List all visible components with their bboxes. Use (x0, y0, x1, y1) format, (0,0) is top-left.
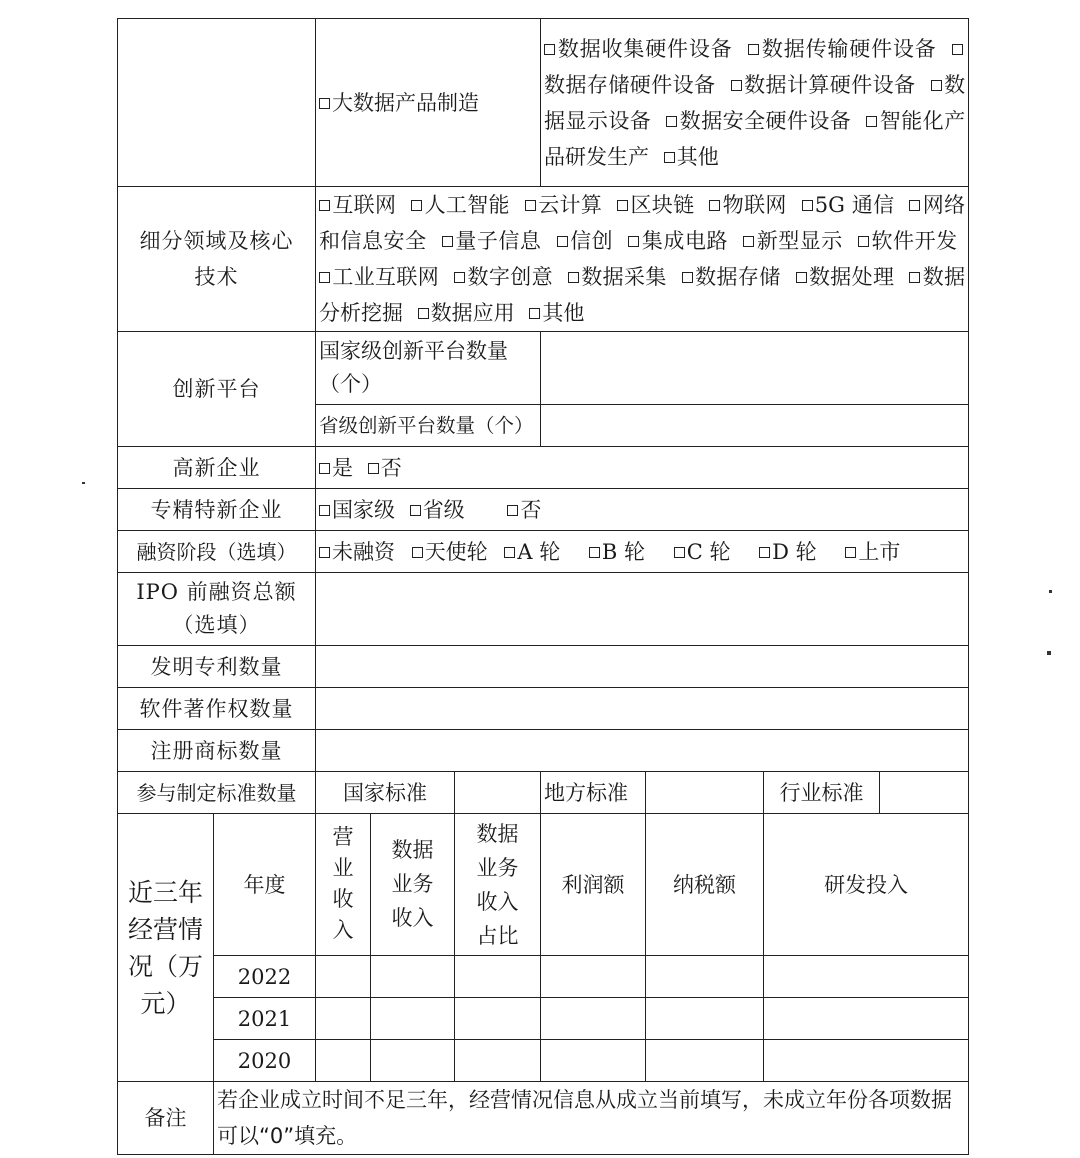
software-label: 软件著作权数量 (118, 688, 316, 730)
cell-input[interactable] (371, 956, 455, 998)
product-manufacturing-label: 大数据产品制造 (332, 90, 479, 115)
standards-row (118, 772, 969, 814)
checkbox[interactable] (664, 152, 675, 163)
checkbox[interactable] (411, 200, 422, 211)
field-options (316, 187, 969, 332)
hightech-row (118, 447, 969, 489)
checkbox[interactable] (682, 272, 693, 283)
remark-label: 备注 (118, 1082, 214, 1155)
financing-options: 未融资 天使轮 A 轮 B 轮 C 轮 D 轮 上市 (316, 531, 969, 573)
checkbox[interactable] (748, 44, 759, 55)
checkbox[interactable] (544, 44, 555, 55)
financing-row (118, 531, 969, 573)
field-option-8: 量子信息 (442, 229, 542, 253)
checkbox[interactable] (525, 200, 536, 211)
checkbox[interactable] (319, 505, 330, 516)
platform-national-row (118, 332, 969, 405)
field-option-5: 物联网 (709, 193, 786, 217)
operations-label: 近三年经营情况（万元） (118, 814, 214, 1082)
year-row (118, 1040, 969, 1082)
checkbox[interactable] (796, 272, 807, 283)
product-manufacturing-options (541, 19, 969, 187)
checkbox[interactable] (418, 308, 429, 319)
operations-header-row (118, 814, 969, 956)
checkbox[interactable] (319, 547, 330, 558)
option-3: 数据存储硬件设备 (544, 37, 965, 97)
checkbox[interactable] (410, 505, 421, 516)
cell-input[interactable] (455, 998, 541, 1040)
data-revenue-ratio-header: 数据业务收入占比 (455, 814, 541, 956)
trademark-row (118, 730, 969, 772)
field-option-10: 集成电路 (628, 229, 728, 253)
cell-input[interactable] (541, 998, 646, 1040)
cell-input[interactable] (646, 998, 764, 1040)
checkbox[interactable] (319, 200, 330, 211)
ipo-label: IPO 前融资总额（选填） (118, 573, 316, 646)
checkbox[interactable] (504, 547, 515, 558)
scan-speck (1049, 590, 1052, 593)
checkbox[interactable] (507, 505, 518, 516)
revenue-header: 营业收入 (316, 814, 371, 956)
field-option-14: 数字创意 (454, 265, 553, 289)
remark-text: 若企业成立时间不足三年，经营情况信息从成立当前填写，未成立年份各项数据可以“0”填充。 (214, 1082, 969, 1155)
rd-header: 研发投入 (764, 814, 969, 956)
cell-input[interactable] (371, 998, 455, 1040)
trademark-label: 注册商标数量 (118, 730, 316, 772)
checkbox[interactable] (909, 272, 920, 283)
patents-label: 发明专利数量 (118, 646, 316, 688)
checkbox[interactable] (666, 116, 677, 127)
year-row (118, 956, 969, 998)
field-option-12: 软件开发 (858, 229, 957, 253)
tax-header: 纳税额 (646, 814, 764, 956)
cell-input[interactable] (455, 1040, 541, 1082)
cell-input[interactable] (646, 1040, 764, 1082)
trademark-input[interactable] (316, 730, 969, 772)
checkbox[interactable] (709, 200, 720, 211)
specialized-label: 专精特新企业 (118, 489, 316, 531)
profit-header: 利润额 (541, 814, 646, 956)
field-option-17: 数据处理 (796, 265, 895, 289)
option-6: 数据安全硬件设备 (666, 109, 851, 133)
remark-row (118, 1082, 969, 1155)
local-standard-label: 地方标准 (541, 772, 646, 814)
specialized-options: 国家级 省级 否 (316, 489, 969, 531)
field-option-2: 人工智能 (411, 193, 510, 217)
software-row (118, 688, 969, 730)
patents-input[interactable] (316, 646, 969, 688)
product-manufacturing-cell[interactable] (316, 19, 541, 187)
checkbox[interactable] (845, 547, 856, 558)
cell-input[interactable] (764, 1040, 969, 1082)
cell-input[interactable] (371, 1040, 455, 1082)
checkbox[interactable] (529, 308, 540, 319)
field-option-15: 数据采集 (568, 265, 667, 289)
field-option-20: 其他 (529, 301, 584, 325)
product-manufacturing-row (118, 19, 969, 187)
checkbox[interactable] (674, 547, 685, 558)
cell-input[interactable] (646, 956, 764, 998)
option-8: 其他 (664, 145, 719, 169)
cell-input[interactable] (455, 956, 541, 998)
scan-speck (1047, 651, 1051, 655)
checkbox[interactable] (952, 44, 963, 55)
year-row (118, 998, 969, 1040)
field-row (118, 187, 969, 332)
cell-input[interactable] (764, 998, 969, 1040)
platform-national-label: 国家级创新平台数量（个） (316, 332, 541, 405)
cell-input[interactable] (316, 998, 371, 1040)
platform-national-input[interactable] (541, 332, 969, 405)
field-option-11: 新型显示 (743, 229, 843, 253)
cell-input[interactable] (541, 956, 646, 998)
specialized-row (118, 489, 969, 531)
checkbox[interactable] (617, 200, 628, 211)
patents-row (118, 646, 969, 688)
field-label: 细分领域及核心技术 (118, 187, 316, 332)
checkbox[interactable] (557, 236, 568, 247)
field-option-1: 互联网 (319, 193, 396, 217)
local-standard-input[interactable] (646, 772, 764, 814)
checkbox[interactable] (319, 272, 330, 283)
option-1: 数据收集硬件设备 (544, 37, 733, 61)
scan-speck (82, 482, 85, 484)
checkbox[interactable] (731, 80, 742, 91)
industry-standard-label: 行业标准 (764, 772, 880, 814)
hightech-options: 是 否 (316, 447, 969, 489)
hightech-label: 高新企业 (118, 447, 316, 489)
checkbox[interactable] (628, 236, 639, 247)
financing-label: 融资阶段（选填） (118, 531, 316, 573)
checkbox[interactable] (319, 98, 330, 109)
checkbox[interactable] (412, 547, 423, 558)
field-option-9: 信创 (557, 229, 614, 253)
standards-label: 参与制定标准数量 (118, 772, 316, 814)
cell-input[interactable] (541, 1040, 646, 1082)
checkbox[interactable] (931, 80, 942, 91)
checkbox[interactable] (454, 272, 465, 283)
checkbox[interactable] (568, 272, 579, 283)
checkbox[interactable] (743, 236, 754, 247)
cell-input[interactable] (764, 956, 969, 998)
checkbox[interactable] (759, 547, 770, 558)
checkbox[interactable] (802, 200, 813, 211)
ipo-input[interactable] (316, 573, 969, 646)
option-4: 数据计算硬件设备 (731, 73, 916, 97)
field-option-7: 网络和信息安全 (319, 193, 966, 253)
cell-input[interactable] (316, 1040, 371, 1082)
platform-label: 创新平台 (118, 332, 316, 447)
field-option-4: 区块链 (617, 193, 694, 217)
empty-label-cell (118, 19, 316, 187)
application-form-table (117, 18, 969, 1155)
year-header: 年度 (214, 814, 316, 956)
option-7: 智能化产品研发生产 (544, 108, 966, 169)
checkbox[interactable] (858, 236, 869, 247)
field-option-16: 数据存储 (682, 265, 781, 289)
checkbox[interactable] (866, 116, 877, 127)
platform-provincial-input[interactable] (541, 405, 969, 447)
checkbox[interactable] (909, 200, 920, 211)
checkbox[interactable] (319, 463, 330, 474)
ipo-row (118, 573, 969, 646)
national-standard-label: 国家标准 (316, 772, 455, 814)
field-option-19: 数据应用 (418, 301, 515, 325)
option-5: 数据显示设备 (544, 72, 966, 133)
field-option-18: 数据分析挖掘 (319, 265, 966, 325)
national-standard-input[interactable] (455, 772, 541, 814)
year-cell: 2020 (214, 1040, 316, 1082)
data-revenue-header: 数据业务收入 (371, 814, 455, 956)
cell-input[interactable] (316, 956, 371, 998)
checkbox[interactable] (442, 236, 453, 247)
industry-standard-input[interactable] (880, 772, 969, 814)
checkbox[interactable] (368, 463, 379, 474)
platform-provincial-label: 省级创新平台数量（个） (316, 405, 541, 447)
option-2: 数据传输硬件设备 (748, 37, 937, 61)
year-cell: 2022 (214, 956, 316, 998)
field-option-3: 云计算 (525, 193, 602, 217)
software-input[interactable] (316, 688, 969, 730)
checkbox[interactable] (589, 547, 600, 558)
field-option-6: 5G 通信 (802, 193, 895, 217)
field-option-13: 工业互联网 (319, 265, 439, 289)
year-cell: 2021 (214, 998, 316, 1040)
